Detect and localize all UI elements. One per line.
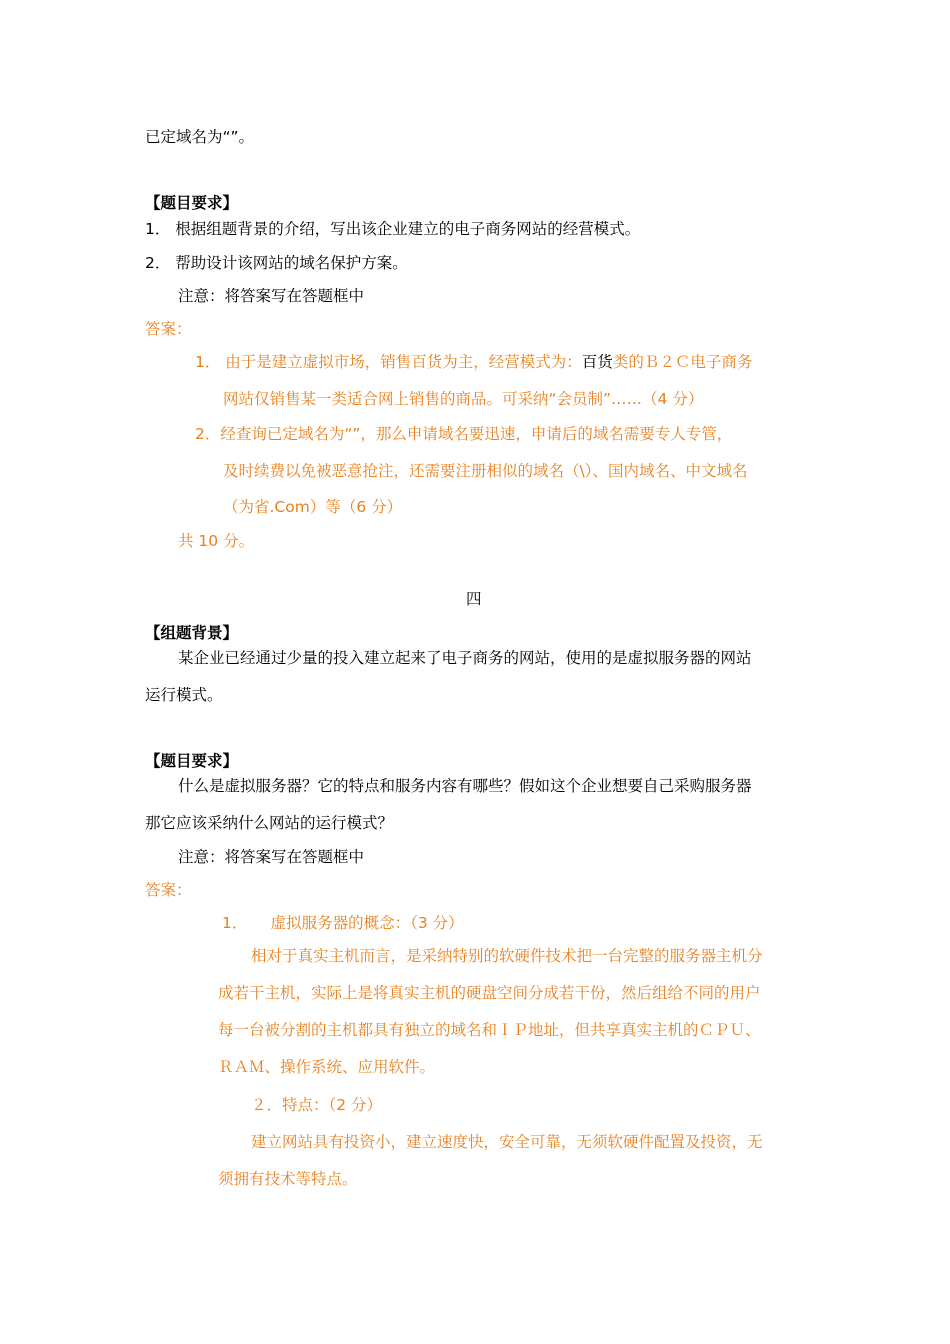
background-line-2: 运行模式。: [145, 686, 223, 704]
answer-1-suffix: 类的Ｂ２Ｃ电子商务: [612, 353, 753, 371]
answer-1-prefix: 1． 由于是建立虚拟市场，销售百货为主，经营模式为：: [195, 353, 582, 371]
answer-point-2-title: ２．特点：（2 分）: [251, 1096, 383, 1114]
section-number: 四: [466, 590, 482, 608]
answer-2-line-3: （为省.Com）等（6 分）: [223, 498, 403, 516]
answer-point-1-line-3: 每一台被分割的主机都具有独立的域名和ＩＰ地址，但共享真实主机的ＣＰＵ、: [218, 1021, 761, 1039]
answer-label: 答案：: [145, 320, 192, 338]
answer-1-line-1: [195, 352, 752, 372]
requirement-line-2: 那它应该采纳什么网站的运行模式？: [145, 814, 394, 832]
answer-point-2-line-2: 须拥有技术等特点。: [218, 1170, 358, 1188]
answer-2-line-2: 及时续费以免被恶意抢注，还需要注册相似的域名（\）、国内域名、中文域名: [223, 462, 748, 480]
requirement-item-2: 2． 帮助设计该网站的域名保护方案。: [145, 254, 408, 272]
answer-note: 注意：将答案写在答题框中: [178, 287, 365, 305]
requirement-item-1: 1． 根据组题背景的介绍，写出该企业建立的电子商务网站的经营模式。: [145, 220, 641, 238]
answer-point-2-line-1: 建立网站具有投资小，建立速度快，安全可靠，无须软硬件配置及投资，无: [251, 1133, 763, 1151]
requirements-heading: 【题目要求】: [145, 194, 239, 212]
answer-label: 答案：: [145, 881, 192, 899]
answer-point-1-line-1: 相对于真实主机而言，是采纳特别的软硬件技术把一台完整的服务器主机分: [251, 947, 763, 965]
total-score: 共 10 分。: [178, 532, 255, 550]
background-heading: 【组题背景】: [145, 624, 239, 642]
answer-point-1-line-2: 成若干主机，实际上是将真实主机的硬盘空间分成若干份，然后组给不同的用户: [218, 984, 761, 1002]
answer-point-1-title: 1． 虚拟服务器的概念：（3 分）: [222, 914, 464, 932]
answer-point-1-line-4: ＲＡＭ、操作系统、应用软件。: [218, 1058, 436, 1076]
answer-2-line-1: 2．经查询已定域名为“”，那么申请域名要迅速，申请后的域名需要专人专管，: [195, 425, 733, 443]
requirements-heading: 【题目要求】: [145, 752, 239, 770]
domain-tail-line: 已定域名为“”。: [145, 128, 255, 146]
answer-1-black-word: 百货: [581, 353, 613, 371]
answer-note: 注意：将答案写在答题框中: [178, 848, 365, 866]
answer-1-line-2: 网站仅销售某一类适合网上销售的商品。可采纳“会员制”……（4 分）: [223, 390, 704, 408]
background-line-1: 某企业已经通过少量的投入建立起来了电子商务的网站，使用的是虚拟服务器的网站: [178, 649, 752, 667]
requirement-line-1: 什么是虚拟服务器？它的特点和服务内容有哪些？假如这个企业想要自己采购服务器: [178, 777, 752, 795]
